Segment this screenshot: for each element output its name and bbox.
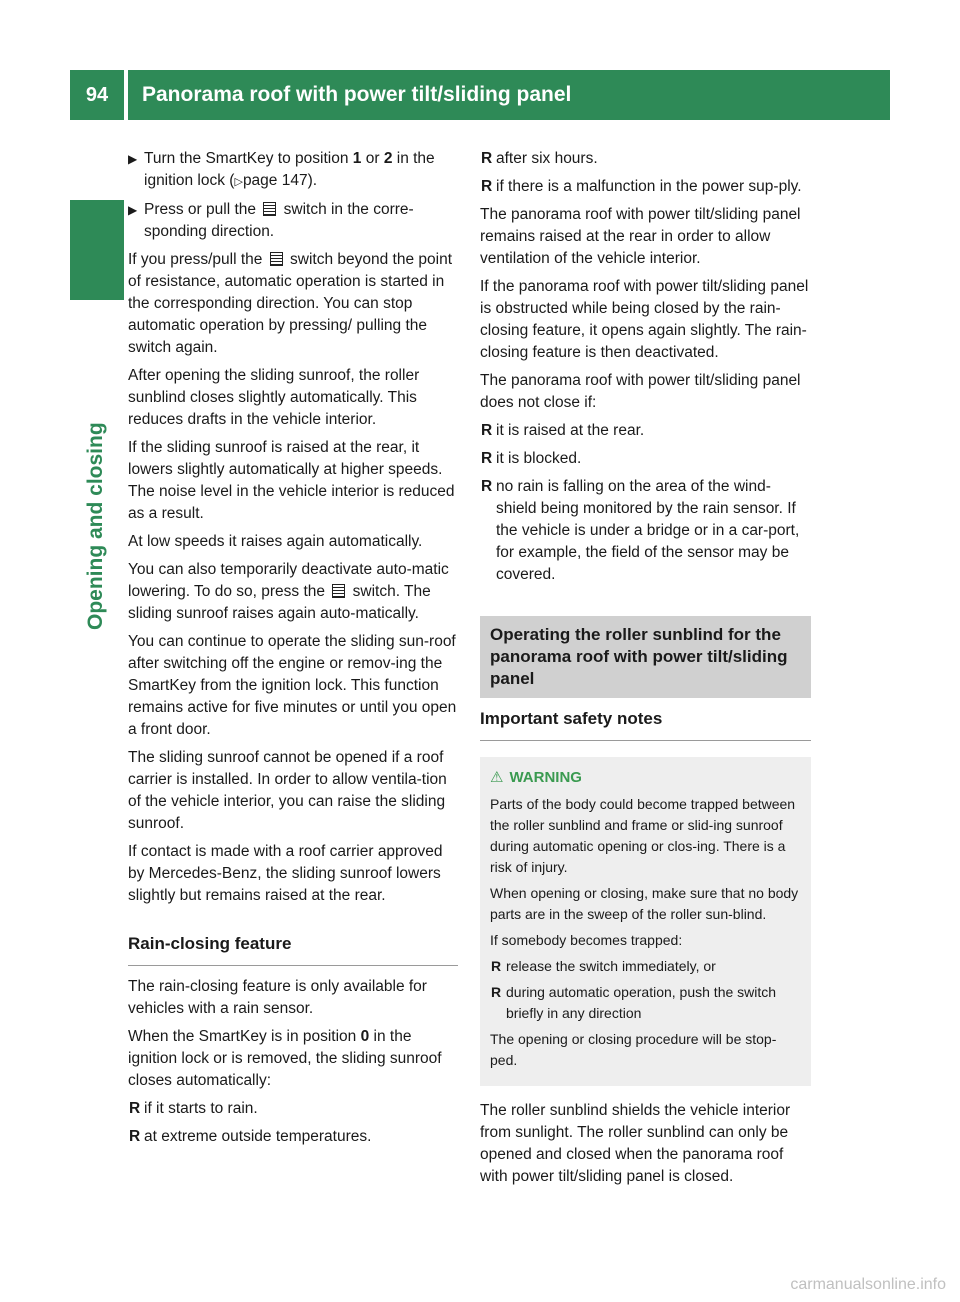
paragraph: When the SmartKey is in position 0 in the ignition lock or is removed, the sliding sunroof closes automatically:	[128, 1028, 442, 1089]
warning-box	[480, 757, 811, 1086]
side-tab-block	[70, 200, 124, 300]
instruction-step: ▶ Press or pull the switch in the corre-sponding direction.	[128, 201, 414, 240]
triangle-right-icon: ▶	[128, 203, 138, 217]
list-item: R no rain is falling on the area of the wind-shield being monitored by the rain sensor. If the vehicle is under a bridge or in a car-port, for example, the field of the sensor may be covered.	[481, 478, 800, 583]
bullet-icon: R	[481, 450, 493, 467]
warning-text: The opening or closing procedure will be stop-ped.	[490, 1031, 777, 1068]
bullet-icon: R	[491, 958, 502, 974]
list-item: R after six hours.	[480, 148, 811, 170]
paragraph: At low speeds it raises again automatically.	[128, 533, 423, 550]
section-heading: Rain-closing feature	[128, 933, 458, 966]
warning-triangle-icon: ⚠	[490, 769, 504, 786]
right-column	[480, 148, 811, 1194]
list-item: R during automatic operation, push the switch briefly in any direction	[491, 984, 777, 1021]
section-heading-box: Operating the roller sunblind for the panorama roof with power tilt/sliding panel	[480, 616, 811, 698]
bullet-icon: R	[129, 1100, 141, 1117]
paragraph: The panorama roof with power tilt/sliding panel remains raised at the rear in order to allow ventilation of the vehicle interior.	[480, 206, 801, 267]
bullet-icon: R	[481, 478, 493, 495]
list-item: R if it starts to rain.	[128, 1098, 458, 1120]
watermark: carmanualsonline.info	[790, 1276, 946, 1293]
paragraph: If the sliding sunroof is raised at the rear, it lowers slightly automatically at higher speeds. The noise level in the vehicle interior is reduced as a result.	[128, 439, 455, 522]
paragraph: After opening the sliding sunroof, the roller sunblind closes slightly automatically. This reduces drafts in the vehicle interior.	[128, 367, 420, 428]
list-item: R at extreme outside temperatures.	[128, 1126, 458, 1148]
instruction-step: ▶ Turn the SmartKey to position 1 or 2 in the ignition lock (▷page 147).	[128, 150, 435, 189]
triangle-right-icon: ▶	[128, 152, 138, 166]
paragraph: If you press/pull the switch beyond the point of resistance, automatic operation is started in the corresponding direction. You can stop automatic operation by pressing/ pulling the switch again.	[128, 251, 453, 356]
roof-switch-icon	[270, 252, 283, 266]
list-item: R release the switch immediately, or	[490, 956, 801, 977]
subsection-heading: Important safety notes	[480, 708, 811, 741]
paragraph: The rain-closing feature is only available for vehicles with a rain sensor.	[128, 978, 427, 1017]
warning-title: ⚠ WARNING	[490, 769, 582, 786]
paragraph: If the panorama roof with power tilt/sliding panel is obstructed while being closed by the rain-closing feature, it opens again slightly. The rain-closing feature is then deactivated.	[480, 278, 809, 361]
warning-text: Parts of the body could become trapped between the roller sunblind and frame or slid-ing sunroof during automatic opening or clos-ing. There is a risk of injury.	[490, 796, 796, 875]
warning-text: When opening or closing, make sure that no body parts are in the sweep of the roller sun-blind.	[490, 885, 799, 922]
page-reference-icon: ▷	[234, 176, 243, 188]
list-item: R it is raised at the rear.	[480, 420, 811, 442]
list-item: R if there is a malfunction in the power sup-ply.	[480, 176, 811, 198]
page-number: 94	[70, 70, 124, 120]
bullet-icon: R	[481, 178, 493, 195]
page-title: Panorama roof with power tilt/sliding panel	[128, 70, 890, 120]
bullet-icon: R	[481, 422, 493, 439]
bullet-icon: R	[491, 984, 502, 1000]
paragraph: The sliding sunroof cannot be opened if a roof carrier is installed. In order to allow ventila-tion of the vehicle interior, you can raise the sliding sunroof.	[128, 749, 447, 832]
paragraph: You can also temporarily deactivate auto-matic lowering. To do so, press the switch. The sliding sunroof raises again auto-matically.	[128, 561, 449, 622]
left-column	[128, 148, 458, 1154]
list-item: R it is blocked.	[480, 448, 811, 470]
paragraph: The roller sunblind shields the vehicle interior from sunlight. The roller sunblind can only be opened and closed when the panorama roof with power tilt/sliding panel is closed.	[480, 1102, 791, 1185]
page-header	[70, 70, 890, 120]
bullet-icon: R	[129, 1128, 141, 1145]
warning-text: If somebody becomes trapped:	[490, 932, 683, 948]
roof-switch-icon	[263, 202, 276, 216]
bullet-icon: R	[481, 150, 493, 167]
paragraph: You can continue to operate the sliding sun-roof after switching off the engine or remov-ing the SmartKey from the ignition lock. This function remains active for five minutes or until you open a front door.	[128, 633, 457, 738]
paragraph: The panorama roof with power tilt/sliding panel does not close if:	[480, 372, 801, 411]
roof-switch-icon	[332, 584, 345, 598]
page-reference-link[interactable]: page 147).	[242, 172, 318, 189]
side-tab-label: Opening and closing	[84, 422, 107, 630]
paragraph: If contact is made with a roof carrier approved by Mercedes-Benz, the sliding sunroof lowers slightly but remains raised at the rear.	[128, 843, 443, 904]
